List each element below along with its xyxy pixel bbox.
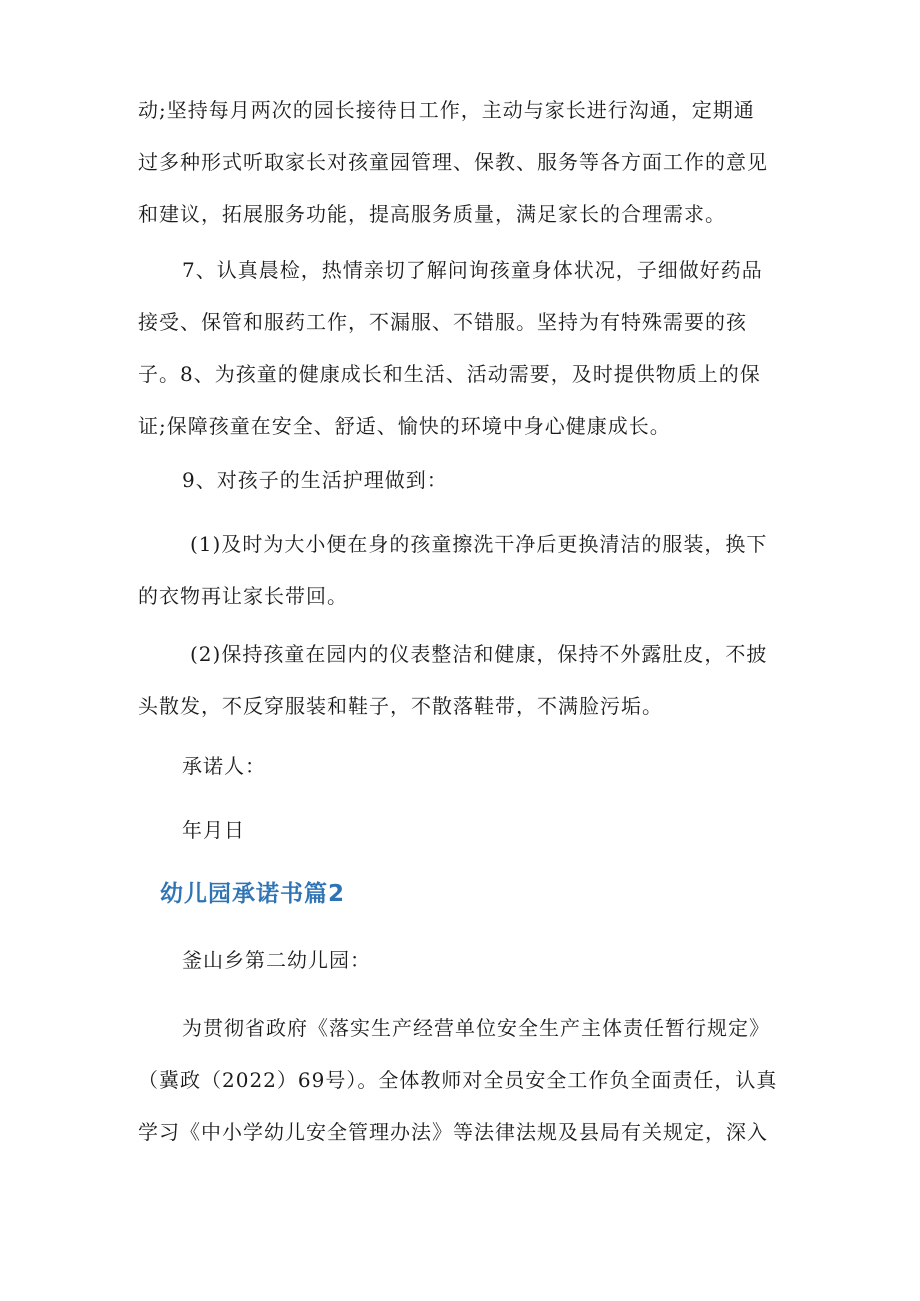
signature-label xyxy=(138,740,798,792)
text-line: (2)保持孩童在园内的仪表整洁和健康，保持不外露肚皮，不披 xyxy=(190,642,768,666)
text-line: 的衣物再让家长带回。 xyxy=(138,584,348,608)
text-line: （冀政（2022）69号）。全体教师对全员安全工作负全面责任，认真 xyxy=(138,1068,778,1092)
paragraph-parent-communication xyxy=(138,84,798,240)
paragraph-care-item-2 xyxy=(138,628,798,732)
text-line: 为贯彻省政府《落实生产经营单位安全生产主体责任暂行规定》 xyxy=(182,1016,770,1040)
text-line: 接受、保管和服药工作，不漏服、不错服。坚持为有特殊需要的孩 xyxy=(138,310,747,334)
text-line: 承诺人： xyxy=(182,754,266,778)
paragraph-safety-policy xyxy=(138,1002,798,1158)
text-line: 动;坚持每月两次的园长接待日工作，主动与家长进行沟通，定期通 xyxy=(138,98,755,122)
text-line: 头散发，不反穿服装和鞋子，不散落鞋带，不满脸污垢。 xyxy=(138,694,663,718)
text-line: 学习《中小学幼儿安全管理办法》等法律法规及县局有关规定，深入 xyxy=(138,1120,768,1144)
text-line: 9、对孩子的生活护理做到： xyxy=(182,468,448,492)
text-line: (1)及时为大小便在身的孩童擦洗干净后更换清洁的服装，换下 xyxy=(190,532,768,556)
text-line: 和建议，拓展服务功能，提高服务质量，满足家长的合理需求。 xyxy=(138,202,726,226)
text-line: 子。8、为孩童的健康成长和生活、活动需要，及时提供物质上的保 xyxy=(138,362,761,386)
paragraph-care-item-1 xyxy=(138,518,798,622)
paragraph-morning-check xyxy=(138,244,798,452)
text-line: 年月日 xyxy=(182,818,245,842)
section-heading: 幼儿园承诺书篇2 xyxy=(160,881,346,907)
text-line: 釜山乡第二幼儿园： xyxy=(182,948,371,972)
text-line: 过多种形式听取家长对孩童园管理、保教、服务等各方面工作的意见 xyxy=(138,150,768,174)
date-label xyxy=(138,804,798,856)
paragraph-care-intro xyxy=(138,454,798,506)
addressee xyxy=(138,934,798,986)
text-line: 7、认真晨检，热情亲切了解问询孩童身体状况，子细做好药品 xyxy=(182,258,763,282)
text-line: 证;保障孩童在安全、舒适、愉快的环境中身心健康成长。 xyxy=(138,414,671,438)
